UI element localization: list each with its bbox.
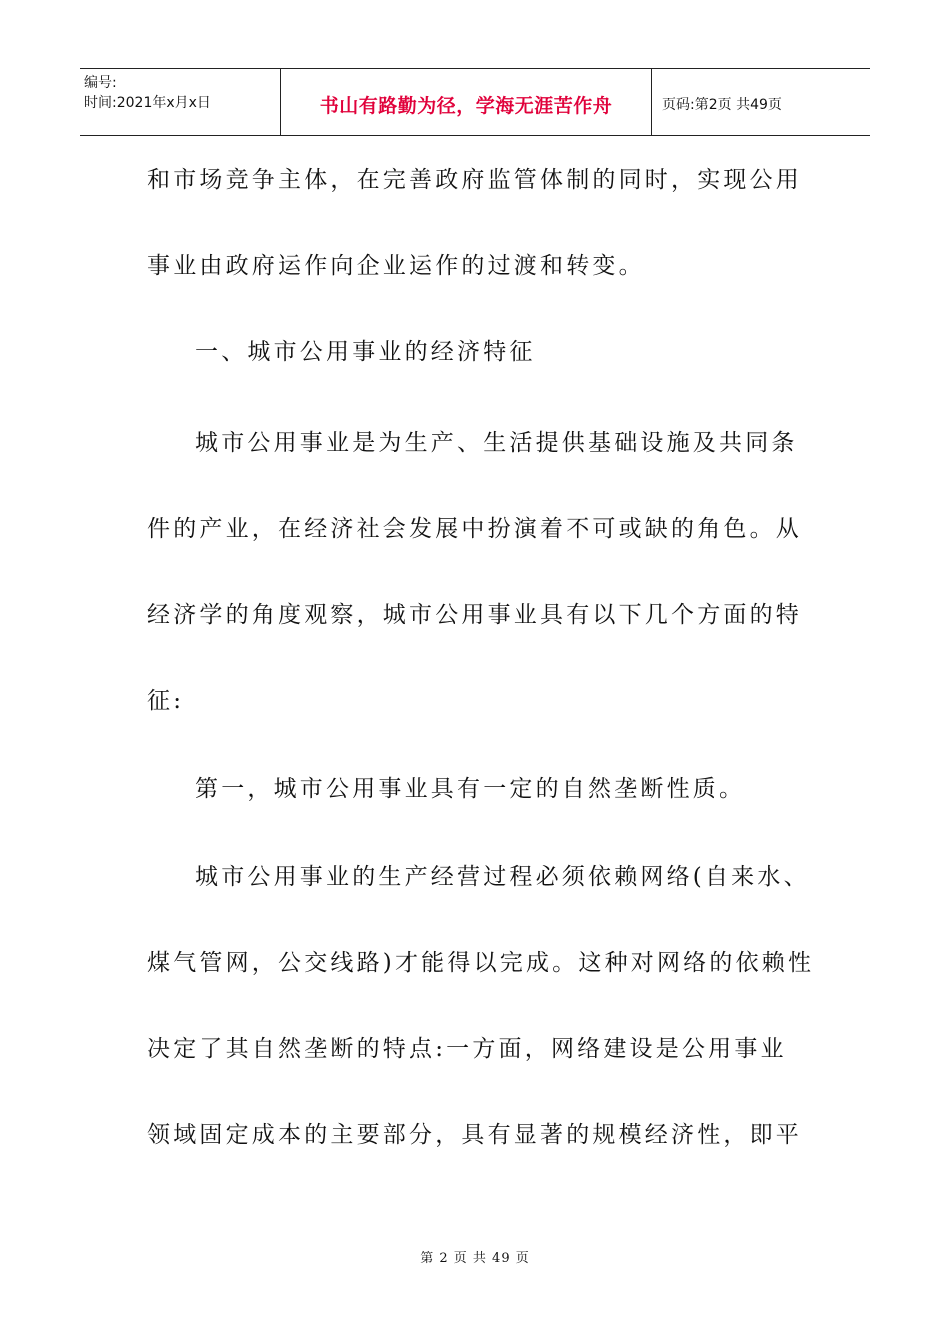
body-line: 第一，城市公用事业具有一定的自然垄断性质。 [195,776,746,802]
header-page-code: 页码:第2页 共49页 [662,97,782,113]
body-line: 件的产业，在经济社会发展中扮演着不可或缺的角色。从 [147,516,802,542]
body-line: 经济学的角度观察，城市公用事业具有以下几个方面的特 [147,602,802,628]
document-time-label: 时间:2021年x月x日 [84,95,211,111]
header-motto: 书山有路勤为径，学海无涯苦作舟 [281,69,652,135]
document-number-label: 编号: [84,75,117,91]
body-line: 征: [147,688,185,714]
page-header [80,68,870,136]
body-line: 事业由政府运作向企业运作的过渡和转变。 [147,253,645,279]
body-line: 领域固定成本的主要部分，具有显著的规模经济性，即平 [147,1122,802,1148]
page-footer: 第 2 页 共 49 页 [420,1251,530,1266]
body-line: 煤气管网，公交线路)才能得以完成。这种对网络的依赖性 [147,950,815,976]
body-line: 城市公用事业是为生产、生活提供基础设施及共同条 [195,430,798,456]
header-meta [80,69,281,135]
body-line: 决定了其自然垄断的特点:一方面，网络建设是公用事业 [147,1036,787,1062]
body-line: 和市场竞争主体，在完善政府监管体制的同时，实现公用 [147,167,802,193]
body-line: 城市公用事业的生产经营过程必须依赖网络(自来水、 [195,864,810,890]
section-heading: 一、城市公用事业的经济特征 [195,339,536,365]
